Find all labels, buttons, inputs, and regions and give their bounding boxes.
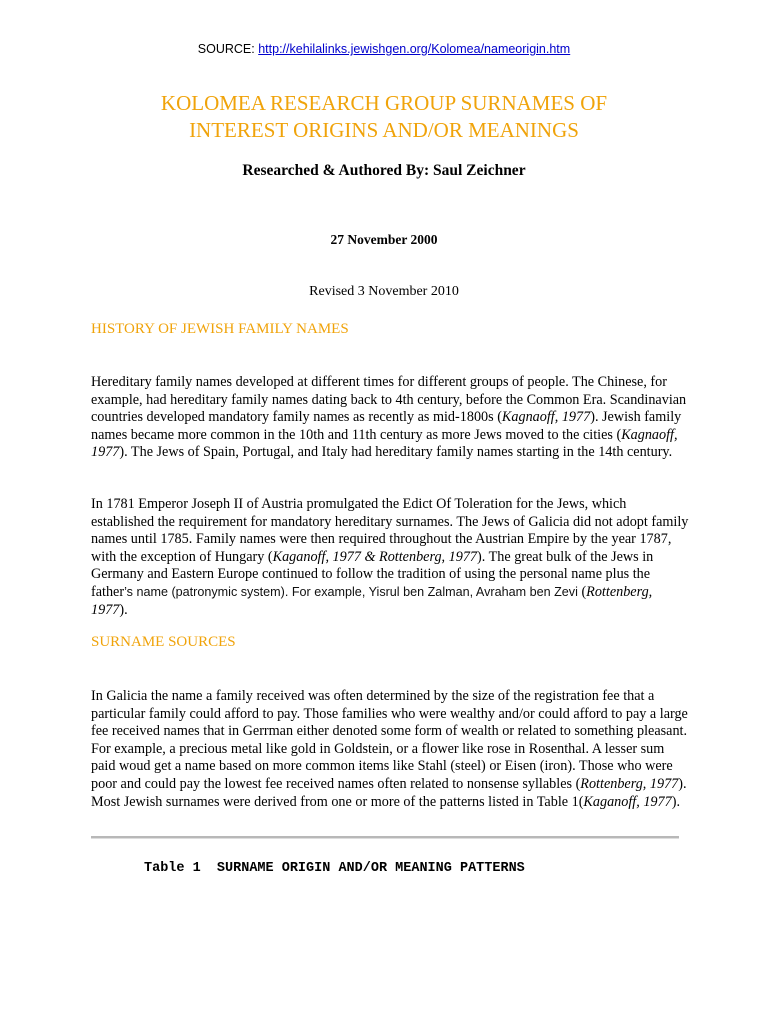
paragraph-surname-sources: [91, 688, 691, 811]
section-heading-surname-sources: SURNAME SOURCES: [91, 634, 236, 650]
paragraph-history-2: [91, 496, 691, 619]
text-segment: ). The Jews of Spain, Portugal, and Italy had hereditary family names starting in the 14th century.: [119, 444, 673, 461]
citation: Kaganoff, 1977 & Rottenberg, 1977: [272, 548, 478, 565]
table-label: Table 1: [144, 861, 201, 876]
text-segment: ). Most Jewish surnames were derived from one or more of the patterns listed in Table 1(: [91, 775, 687, 810]
text-segment: ).: [119, 601, 128, 618]
document-title: [60, 90, 708, 144]
text-segment: ). Jewish family names became more common in the 10th and 11th century as more Jews moved to the cities (: [91, 409, 682, 443]
table-caption: [144, 861, 525, 876]
text-segment: ).: [671, 793, 680, 810]
horizontal-rule: [91, 836, 679, 839]
citation: Rottenberg, 1977: [580, 775, 679, 792]
citation: Kagnaoff, 1977: [501, 409, 591, 426]
source-line: [0, 42, 768, 56]
citation: Kagnaoff, 1977: [91, 426, 678, 461]
source-link[interactable]: http://kehilalinks.jewishgen.org/Kolomea/nameorigin.htm: [258, 42, 571, 56]
title-line-1: KOLOMEA RESEARCH GROUP SURNAMES OF: [160, 91, 608, 115]
text-segment: Hereditary family names developed at different times for different groups of people. The Chinese, for example, had hereditary family names dating back to 4th century, before the Common Era. Scandinavian countries developed mandatory family names as recently as mid-1800s (: [91, 374, 687, 426]
paragraph-history-1: [91, 374, 691, 462]
citation: Kaganoff, 1977: [583, 793, 672, 810]
text-segment: In 1781 Emperor Joseph II of Austria promulgated the Edict Of Toleration for the Jews, which established the requirement for mandatory hereditary surnames. The Jews of Galicia did not adopt family names until 1785. Family names were then required throughout the Austrian Empire by the year 1787, with the exception of Hungary (: [91, 496, 689, 565]
text-segment-sans: ’s name (patronymic system). For example, Yisrul ben Zalman, Avraham ben Zevi: [124, 584, 578, 599]
source-label: SOURCE:: [197, 42, 255, 56]
revised-line: Revised 3 November 2010: [309, 284, 459, 299]
section-heading-history: HISTORY OF JEWISH FAMILY NAMES: [91, 321, 349, 337]
title-line-2: INTEREST ORIGINS AND/OR MEANINGS: [189, 118, 579, 142]
citation: Rottenberg, 1977: [91, 583, 653, 618]
author-line: Researched & Authored By: Saul Zeichner: [242, 162, 526, 179]
date-line: 27 November 2000: [330, 232, 438, 247]
text-segment: (: [577, 583, 587, 600]
table-title-text: SURNAME ORIGIN AND/OR MEANING PATTERNS: [216, 861, 525, 876]
text-segment: ). The great bulk of the Jews in Germany and Eastern Europe continued to follow the tradition of using the personal name plus the father: [91, 548, 654, 600]
text-segment: In Galicia the name a family received was often determined by the size of the registration fee that a particular family could afford to pay. Those families who were wealthy and/or could afford to pay a large fee received names that in Gerrman either denoted some form of wealth or related to something pleasant. For example, a precious metal like gold in Goldstein, or a flower like rose in Rosenthal. A lesser sum paid woud get a name based on more common items like Stahl (steel) or Eisen (iron). Those who were poor and could pay the lowest fee received names often related to nonsense syllables (: [91, 688, 688, 792]
